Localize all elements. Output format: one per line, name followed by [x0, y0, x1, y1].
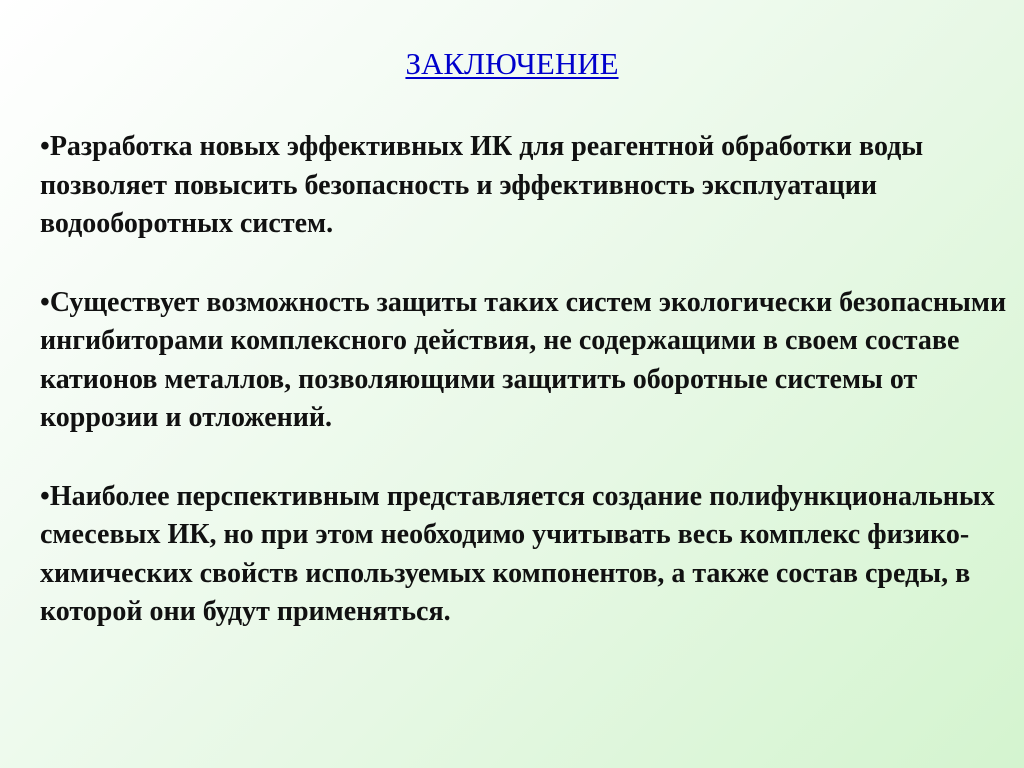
bullet-icon: • [40, 131, 50, 162]
conclusion-point [40, 478, 1012, 632]
point-text: Разработка новых эффективных ИК для реагентной обработки воды позволяет повысить безопасность и эффективность эксплуатации водооборотных систем. [40, 131, 924, 239]
point-text: Существует возможность защиты таких систем экологически безопасными ингибиторами комплексного действия, не содержащими в своем составе катионов металлов, позволяющими защитить оборотные системы от коррозии и отложений. [40, 286, 1007, 433]
slide-title[interactable]: ЗАКЛЮЧЕНИЕ [405, 46, 619, 81]
bullet-icon: • [40, 286, 50, 318]
bullet-icon: • [40, 480, 50, 512]
conclusion-list [40, 128, 1012, 632]
point-text: Наиболее перспективным представляется создание полифункциональных смесевых ИК, но при этом необходимо учитывать весь комплекс физико-химических свойств используемых компонентов, а также состав среды, в которой они будут применяться. [40, 480, 995, 627]
conclusion-point [40, 284, 1012, 438]
conclusion-point [40, 128, 1012, 244]
